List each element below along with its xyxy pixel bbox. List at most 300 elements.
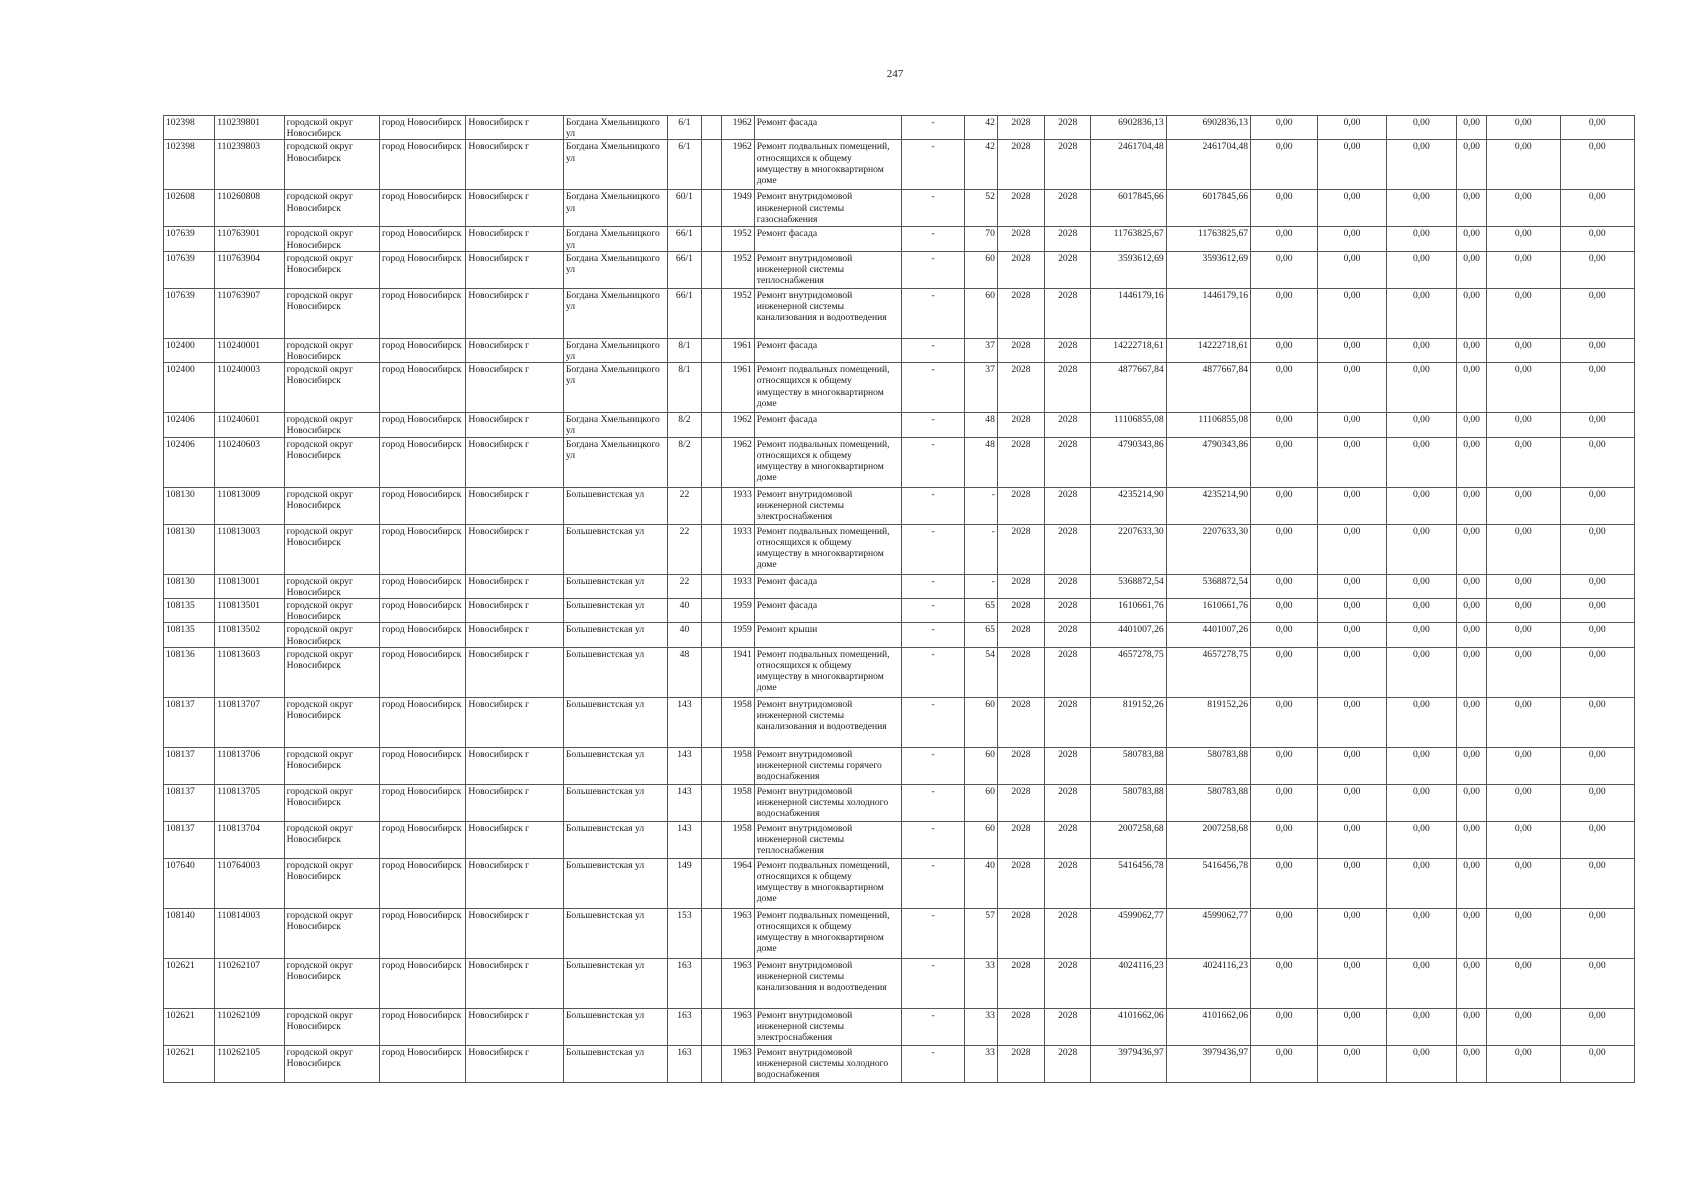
cell-wear: 37 <box>964 338 997 362</box>
cell-v3: 0,00 <box>1386 487 1456 524</box>
cell-year-to: 2028 <box>1045 574 1091 598</box>
cell-code: 110240603 <box>215 437 284 487</box>
cell-v5: 0,00 <box>1487 697 1560 747</box>
cell-district: городской округ Новосибирск <box>284 821 379 858</box>
cell-street: Богдана Хмельницкого ул <box>563 437 667 487</box>
cell-dash: - <box>902 140 964 190</box>
cell-street: Богдана Хмельницкого ул <box>563 413 667 437</box>
cell-extra <box>701 821 721 858</box>
cell-work: Ремонт внутридомовой инженерной системы канализования и водоотведения <box>754 288 902 338</box>
cell-code: 110262105 <box>215 1045 284 1082</box>
cell-v4: 0,00 <box>1457 1008 1487 1045</box>
cell-v6: 0,00 <box>1560 338 1635 362</box>
cell-code: 110260808 <box>215 190 284 227</box>
cell-v3: 0,00 <box>1386 574 1456 598</box>
cell-street: Большевистская ул <box>563 908 667 958</box>
cell-v6: 0,00 <box>1560 227 1635 251</box>
cell-house: 6/1 <box>668 116 701 140</box>
cell-v2: 0,00 <box>1318 958 1386 1008</box>
cell-v1: 0,00 <box>1251 363 1318 413</box>
cell-v2: 0,00 <box>1318 363 1386 413</box>
cell-v2: 0,00 <box>1318 1045 1386 1082</box>
cell-work: Ремонт внутридомовой инженерной системы электроснабжения <box>754 1008 902 1045</box>
cell-v1: 0,00 <box>1251 858 1318 908</box>
cell-v5: 0,00 <box>1487 1008 1560 1045</box>
cell-extra <box>701 1008 721 1045</box>
cell-extra <box>701 363 721 413</box>
cell-cost-1: 3979436,97 <box>1166 1045 1250 1082</box>
table-row <box>164 747 1635 784</box>
table-row <box>164 647 1635 697</box>
cell-v5: 0,00 <box>1487 858 1560 908</box>
cell-year-from: 2028 <box>997 958 1044 1008</box>
cell-city: Новосибирск г <box>466 697 563 747</box>
cell-v4: 0,00 <box>1457 288 1487 338</box>
cell-year-to: 2028 <box>1045 647 1091 697</box>
cell-year-from: 2028 <box>997 251 1044 288</box>
cell-code: 110813501 <box>215 599 284 623</box>
cell-work: Ремонт внутридомовой инженерной системы канализования и водоотведения <box>754 958 902 1008</box>
cell-v5: 0,00 <box>1487 821 1560 858</box>
cell-work: Ремонт фасада <box>754 599 902 623</box>
cell-dash: - <box>902 697 964 747</box>
cell-v3: 0,00 <box>1386 821 1456 858</box>
cell-work: Ремонт крыши <box>754 623 902 647</box>
table-row <box>164 958 1635 1008</box>
cell-settlement-type: город Новосибирск <box>380 227 466 251</box>
cell-code: 110239803 <box>215 140 284 190</box>
cell-house: 40 <box>668 623 701 647</box>
cell-year: 1962 <box>721 140 754 190</box>
cell-house: 6/1 <box>668 140 701 190</box>
cell-v5: 0,00 <box>1487 190 1560 227</box>
cell-street: Большевистская ул <box>563 524 667 574</box>
cell-year: 1959 <box>721 623 754 647</box>
cell-work: Ремонт подвальных помещений, относящихся к общему имуществу в многоквартирном доме <box>754 140 902 190</box>
cell-v2: 0,00 <box>1318 697 1386 747</box>
cell-v4: 0,00 <box>1457 487 1487 524</box>
cell-street: Большевистская ул <box>563 821 667 858</box>
cell-cost-total: 6017845,66 <box>1091 190 1166 227</box>
cell-year-to: 2028 <box>1045 747 1091 784</box>
cell-code: 110240601 <box>215 413 284 437</box>
cell-v6: 0,00 <box>1560 821 1635 858</box>
cell-year-to: 2028 <box>1045 623 1091 647</box>
cell-house: 8/1 <box>668 338 701 362</box>
cell-district: городской округ Новосибирск <box>284 858 379 908</box>
cell-v4: 0,00 <box>1457 140 1487 190</box>
cell-code: 110813001 <box>215 574 284 598</box>
cell-year-to: 2028 <box>1045 288 1091 338</box>
cell-v4: 0,00 <box>1457 908 1487 958</box>
cell-v6: 0,00 <box>1560 363 1635 413</box>
cell-code: 110813707 <box>215 697 284 747</box>
cell-year-to: 2028 <box>1045 697 1091 747</box>
cell-extra <box>701 487 721 524</box>
cell-id: 108135 <box>164 623 215 647</box>
cell-year: 1962 <box>721 116 754 140</box>
cell-v4: 0,00 <box>1457 958 1487 1008</box>
cell-city: Новосибирск г <box>466 190 563 227</box>
cell-v6: 0,00 <box>1560 116 1635 140</box>
cell-street: Большевистская ул <box>563 647 667 697</box>
cell-district: городской округ Новосибирск <box>284 363 379 413</box>
cell-work: Ремонт подвальных помещений, относящихся к общему имуществу в многоквартирном доме <box>754 363 902 413</box>
table-row <box>164 437 1635 487</box>
cell-year-from: 2028 <box>997 747 1044 784</box>
cell-v6: 0,00 <box>1560 784 1635 821</box>
cell-city: Новосибирск г <box>466 784 563 821</box>
cell-year: 1962 <box>721 413 754 437</box>
cell-city: Новосибирск г <box>466 116 563 140</box>
cell-id: 107639 <box>164 288 215 338</box>
cell-wear: 48 <box>964 437 997 487</box>
cell-district: городской округ Новосибирск <box>284 524 379 574</box>
cell-v5: 0,00 <box>1487 784 1560 821</box>
cell-settlement-type: город Новосибирск <box>380 821 466 858</box>
cell-v4: 0,00 <box>1457 251 1487 288</box>
cell-year: 1933 <box>721 574 754 598</box>
cell-cost-total: 4599062,77 <box>1091 908 1166 958</box>
cell-code: 110813704 <box>215 821 284 858</box>
cell-year-from: 2028 <box>997 227 1044 251</box>
cell-year-to: 2028 <box>1045 1045 1091 1082</box>
cell-cost-total: 11763825,67 <box>1091 227 1166 251</box>
cell-house: 149 <box>668 858 701 908</box>
cell-v1: 0,00 <box>1251 747 1318 784</box>
cell-street: Большевистская ул <box>563 958 667 1008</box>
cell-extra <box>701 190 721 227</box>
table-row <box>164 227 1635 251</box>
cell-id: 102621 <box>164 958 215 1008</box>
cell-v4: 0,00 <box>1457 1045 1487 1082</box>
cell-dash: - <box>902 413 964 437</box>
table-row <box>164 413 1635 437</box>
cell-v3: 0,00 <box>1386 288 1456 338</box>
cell-cost-1: 4599062,77 <box>1166 908 1250 958</box>
cell-v3: 0,00 <box>1386 190 1456 227</box>
cell-v2: 0,00 <box>1318 908 1386 958</box>
cell-extra <box>701 437 721 487</box>
cell-street: Богдана Хмельницкого ул <box>563 140 667 190</box>
cell-house: 60/1 <box>668 190 701 227</box>
cell-district: городской округ Новосибирск <box>284 190 379 227</box>
cell-work: Ремонт фасада <box>754 116 902 140</box>
cell-cost-total: 11106855,08 <box>1091 413 1166 437</box>
cell-v1: 0,00 <box>1251 1045 1318 1082</box>
table-row <box>164 858 1635 908</box>
cell-v2: 0,00 <box>1318 116 1386 140</box>
cell-id: 102621 <box>164 1045 215 1082</box>
cell-street: Большевистская ул <box>563 599 667 623</box>
cell-v1: 0,00 <box>1251 958 1318 1008</box>
cell-cost-1: 14222718,61 <box>1166 338 1250 362</box>
table-row <box>164 599 1635 623</box>
cell-city: Новосибирск г <box>466 1008 563 1045</box>
cell-v6: 0,00 <box>1560 190 1635 227</box>
cell-v2: 0,00 <box>1318 858 1386 908</box>
cell-code: 110240001 <box>215 338 284 362</box>
cell-district: городской округ Новосибирск <box>284 116 379 140</box>
cell-v2: 0,00 <box>1318 227 1386 251</box>
cell-district: городской округ Новосибирск <box>284 747 379 784</box>
cell-house: 66/1 <box>668 288 701 338</box>
cell-v5: 0,00 <box>1487 338 1560 362</box>
cell-district: городской округ Новосибирск <box>284 413 379 437</box>
table-row <box>164 1045 1635 1082</box>
cell-dash: - <box>902 647 964 697</box>
cell-house: 8/1 <box>668 363 701 413</box>
cell-work: Ремонт фасада <box>754 574 902 598</box>
cell-v2: 0,00 <box>1318 623 1386 647</box>
cell-code: 110262107 <box>215 958 284 1008</box>
table-row <box>164 487 1635 524</box>
cell-dash: - <box>902 747 964 784</box>
cell-v3: 0,00 <box>1386 140 1456 190</box>
cell-v1: 0,00 <box>1251 251 1318 288</box>
cell-year: 1963 <box>721 908 754 958</box>
cell-work: Ремонт фасада <box>754 338 902 362</box>
cell-year-from: 2028 <box>997 697 1044 747</box>
cell-v4: 0,00 <box>1457 697 1487 747</box>
cell-v2: 0,00 <box>1318 524 1386 574</box>
cell-cost-total: 4877667,84 <box>1091 363 1166 413</box>
cell-id: 102398 <box>164 116 215 140</box>
cell-v5: 0,00 <box>1487 487 1560 524</box>
table-row <box>164 908 1635 958</box>
cell-year-from: 2028 <box>997 363 1044 413</box>
cell-extra <box>701 784 721 821</box>
cell-house: 22 <box>668 487 701 524</box>
table-row <box>164 1008 1635 1045</box>
table-row <box>164 190 1635 227</box>
cell-v6: 0,00 <box>1560 140 1635 190</box>
cell-city: Новосибирск г <box>466 140 563 190</box>
cell-dash: - <box>902 599 964 623</box>
cell-v1: 0,00 <box>1251 647 1318 697</box>
cell-id: 102608 <box>164 190 215 227</box>
cell-year-to: 2028 <box>1045 784 1091 821</box>
cell-v3: 0,00 <box>1386 338 1456 362</box>
cell-v6: 0,00 <box>1560 599 1635 623</box>
cell-v5: 0,00 <box>1487 1045 1560 1082</box>
cell-settlement-type: город Новосибирск <box>380 747 466 784</box>
cell-year: 1963 <box>721 1045 754 1082</box>
cell-work: Ремонт подвальных помещений, относящихся к общему имуществу в многоквартирном доме <box>754 908 902 958</box>
cell-wear: 65 <box>964 623 997 647</box>
cell-code: 110240003 <box>215 363 284 413</box>
cell-id: 108136 <box>164 647 215 697</box>
cell-cost-1: 819152,26 <box>1166 697 1250 747</box>
cell-city: Новосибирск г <box>466 363 563 413</box>
cell-v6: 0,00 <box>1560 623 1635 647</box>
cell-v6: 0,00 <box>1560 413 1635 437</box>
cell-cost-total: 6902836,13 <box>1091 116 1166 140</box>
cell-wear: 33 <box>964 1008 997 1045</box>
cell-work: Ремонт фасада <box>754 227 902 251</box>
cell-district: городской округ Новосибирск <box>284 1045 379 1082</box>
registry-body <box>164 116 1635 1083</box>
cell-v4: 0,00 <box>1457 647 1487 697</box>
table-row <box>164 288 1635 338</box>
cell-dash: - <box>902 227 964 251</box>
cell-year-from: 2028 <box>997 1008 1044 1045</box>
cell-cost-total: 4657278,75 <box>1091 647 1166 697</box>
cell-v5: 0,00 <box>1487 647 1560 697</box>
cell-house: 66/1 <box>668 251 701 288</box>
cell-year-to: 2028 <box>1045 524 1091 574</box>
cell-v2: 0,00 <box>1318 338 1386 362</box>
cell-v5: 0,00 <box>1487 908 1560 958</box>
cell-settlement-type: город Новосибирск <box>380 858 466 908</box>
cell-year-from: 2028 <box>997 908 1044 958</box>
cell-house: 8/2 <box>668 437 701 487</box>
cell-cost-1: 6902836,13 <box>1166 116 1250 140</box>
cell-district: городской округ Новосибирск <box>284 958 379 1008</box>
cell-id: 102406 <box>164 413 215 437</box>
cell-work: Ремонт внутридомовой инженерной системы теплоснабжения <box>754 821 902 858</box>
cell-extra <box>701 413 721 437</box>
cell-cost-1: 4401007,26 <box>1166 623 1250 647</box>
cell-v3: 0,00 <box>1386 437 1456 487</box>
cell-district: городской округ Новосибирск <box>284 623 379 647</box>
cell-dash: - <box>902 288 964 338</box>
cell-extra <box>701 338 721 362</box>
cell-wear: 60 <box>964 251 997 288</box>
cell-extra <box>701 574 721 598</box>
table-row <box>164 251 1635 288</box>
cell-year-from: 2028 <box>997 140 1044 190</box>
cell-dash: - <box>902 1045 964 1082</box>
cell-year-to: 2028 <box>1045 251 1091 288</box>
cell-year: 1958 <box>721 697 754 747</box>
cell-v3: 0,00 <box>1386 413 1456 437</box>
cell-v6: 0,00 <box>1560 747 1635 784</box>
cell-v4: 0,00 <box>1457 524 1487 574</box>
cell-year-to: 2028 <box>1045 116 1091 140</box>
cell-year-from: 2028 <box>997 190 1044 227</box>
cell-year-from: 2028 <box>997 338 1044 362</box>
cell-dash: - <box>902 574 964 598</box>
cell-city: Новосибирск г <box>466 288 563 338</box>
cell-v5: 0,00 <box>1487 116 1560 140</box>
cell-v3: 0,00 <box>1386 784 1456 821</box>
cell-v2: 0,00 <box>1318 251 1386 288</box>
cell-wear: - <box>964 487 997 524</box>
cell-dash: - <box>902 116 964 140</box>
cell-city: Новосибирск г <box>466 251 563 288</box>
cell-code: 110813603 <box>215 647 284 697</box>
cell-year: 1963 <box>721 1008 754 1045</box>
cell-year: 1958 <box>721 784 754 821</box>
cell-extra <box>701 288 721 338</box>
cell-v2: 0,00 <box>1318 647 1386 697</box>
cell-district: городской округ Новосибирск <box>284 487 379 524</box>
table-row <box>164 623 1635 647</box>
cell-v6: 0,00 <box>1560 1045 1635 1082</box>
cell-house: 22 <box>668 574 701 598</box>
cell-year: 1933 <box>721 487 754 524</box>
cell-year-to: 2028 <box>1045 487 1091 524</box>
cell-v4: 0,00 <box>1457 190 1487 227</box>
cell-wear: 54 <box>964 647 997 697</box>
cell-v4: 0,00 <box>1457 413 1487 437</box>
cell-cost-1: 5368872,54 <box>1166 574 1250 598</box>
cell-v3: 0,00 <box>1386 599 1456 623</box>
cell-year-from: 2028 <box>997 858 1044 908</box>
cell-wear: 37 <box>964 363 997 413</box>
cell-v3: 0,00 <box>1386 251 1456 288</box>
cell-year-from: 2028 <box>997 1045 1044 1082</box>
cell-id: 108130 <box>164 487 215 524</box>
cell-year: 1962 <box>721 437 754 487</box>
cell-id: 108135 <box>164 599 215 623</box>
cell-v1: 0,00 <box>1251 116 1318 140</box>
cell-cost-total: 4790343,86 <box>1091 437 1166 487</box>
cell-dash: - <box>902 524 964 574</box>
cell-v5: 0,00 <box>1487 363 1560 413</box>
cell-v3: 0,00 <box>1386 227 1456 251</box>
cell-district: городской округ Новосибирск <box>284 140 379 190</box>
cell-house: 143 <box>668 697 701 747</box>
cell-district: городской округ Новосибирск <box>284 288 379 338</box>
table-row <box>164 116 1635 140</box>
cell-year: 1959 <box>721 599 754 623</box>
cell-extra <box>701 623 721 647</box>
cell-v5: 0,00 <box>1487 413 1560 437</box>
cell-id: 107639 <box>164 251 215 288</box>
cell-cost-total: 14222718,61 <box>1091 338 1166 362</box>
cell-v6: 0,00 <box>1560 574 1635 598</box>
cell-work: Ремонт фасада <box>754 413 902 437</box>
cell-extra <box>701 1045 721 1082</box>
cell-settlement-type: город Новосибирск <box>380 487 466 524</box>
cell-city: Новосибирск г <box>466 227 563 251</box>
cell-wear: 60 <box>964 747 997 784</box>
cell-year: 1952 <box>721 251 754 288</box>
cell-v4: 0,00 <box>1457 858 1487 908</box>
cell-settlement-type: город Новосибирск <box>380 908 466 958</box>
cell-id: 108137 <box>164 747 215 784</box>
cell-street: Богдана Хмельницкого ул <box>563 363 667 413</box>
cell-id: 102400 <box>164 338 215 362</box>
cell-year-from: 2028 <box>997 647 1044 697</box>
cell-wear: 60 <box>964 697 997 747</box>
cell-v6: 0,00 <box>1560 1008 1635 1045</box>
cell-work: Ремонт внутридомовой инженерной системы холодного водоснабжения <box>754 784 902 821</box>
cell-settlement-type: город Новосибирск <box>380 288 466 338</box>
cell-v6: 0,00 <box>1560 487 1635 524</box>
cell-wear: 33 <box>964 1045 997 1082</box>
cell-year-from: 2028 <box>997 413 1044 437</box>
cell-extra <box>701 958 721 1008</box>
cell-extra <box>701 140 721 190</box>
cell-code: 110763907 <box>215 288 284 338</box>
cell-year: 1949 <box>721 190 754 227</box>
table-row <box>164 524 1635 574</box>
cell-code: 110262109 <box>215 1008 284 1045</box>
cell-city: Новосибирск г <box>466 623 563 647</box>
cell-district: городской округ Новосибирск <box>284 251 379 288</box>
cell-cost-total: 4024116,23 <box>1091 958 1166 1008</box>
cell-v2: 0,00 <box>1318 190 1386 227</box>
cell-street: Большевистская ул <box>563 1008 667 1045</box>
cell-dash: - <box>902 363 964 413</box>
cell-year-from: 2028 <box>997 288 1044 338</box>
cell-extra <box>701 697 721 747</box>
cell-cost-total: 4235214,90 <box>1091 487 1166 524</box>
cell-v3: 0,00 <box>1386 747 1456 784</box>
